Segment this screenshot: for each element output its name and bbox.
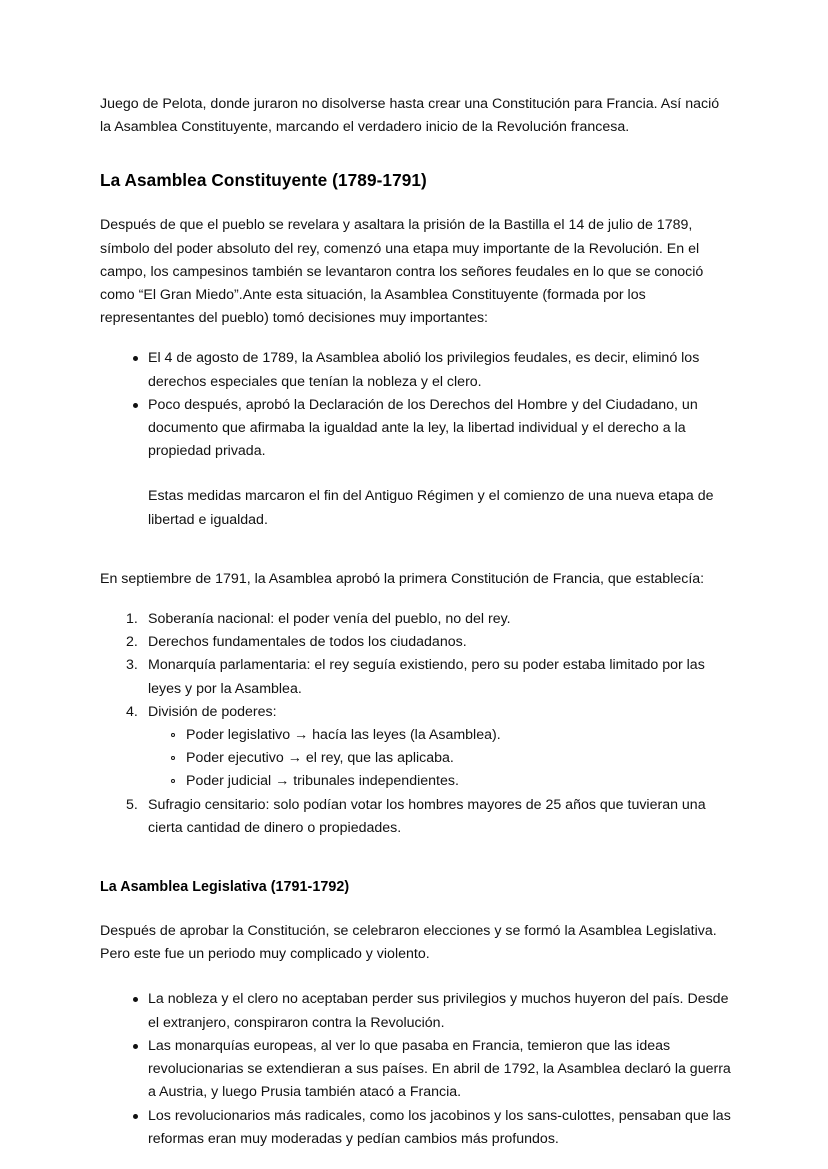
list-item: La nobleza y el clero no aceptaban perder sus privilegios y muchos huyeron del país. Desde el extranjero, conspiraron contra la Revolución. xyxy=(148,988,732,1034)
intro-paragraph: Juego de Pelota, donde juraron no disolverse hasta crear una Constitución para Francia. Así nació la Asamblea Constituyente, marcando el verdadero inicio de la Revolución francesa. xyxy=(100,96,720,136)
list-item-label: División de poderes: xyxy=(148,703,277,720)
list-item: Poder judicial → tribunales independientes. xyxy=(186,770,732,793)
spacer xyxy=(100,966,732,988)
list-item: Sufragio censitario: solo podían votar los hombres mayores de 25 años que tuvieran una cierta cantidad de dinero o propiedades. xyxy=(148,796,706,836)
document-body xyxy=(100,93,732,1151)
spacer xyxy=(100,330,732,347)
section-heading-constituyente: La Asamblea Constituyente (1789-1791) xyxy=(100,170,427,191)
list-item: Derechos fundamentales de todos los ciudadanos. xyxy=(148,634,467,651)
spacer xyxy=(100,192,732,214)
list-item: Las monarquías europeas, al ver lo que pasaba en Francia, temieron que las ideas revolucionarias se extendieran a sus países. En abril de 1792, la Asamblea declaró la guerra a Austria, y luego Prusia también atacó a Francia. xyxy=(148,1035,732,1105)
powers-sublist xyxy=(148,724,732,794)
list-item: Los revolucionarios más radicales, como los jacobinos y los sans-culottes, pensaban que las reformas eran muy moderadas y pedían cambios más profundos. xyxy=(148,1105,732,1151)
spacer xyxy=(100,463,732,485)
list-item: Poder legislativo → hacía las leyes (la Asamblea). xyxy=(186,724,732,747)
list-item: Poder ejecutivo → el rey, que las aplicaba. xyxy=(186,747,732,770)
constitution-intro-paragraph: En septiembre de 1791, la Asamblea aprobó la primera Constitución de Francia, que establecía: xyxy=(100,570,705,587)
constitution-numbered-list xyxy=(100,608,732,840)
section-one-closing-note: Estas medidas marcaron el fin del Antiguo Régimen y el comienzo de una nueva etapa de libertad e igualdad. xyxy=(148,488,714,528)
section-heading-legislativa: La Asamblea Legislativa (1791-1792) xyxy=(100,879,350,896)
section-one-bullet-list xyxy=(100,347,732,463)
section-one-paragraph: Después de que el pueblo se revelara y asaltara la prisión de la Bastilla el 14 de julio de 1789, símbolo del poder absoluto del rey, comenzó una etapa muy importante de la Revolución. En el campo, los campesinos también se levantaron contra los señores feudales en lo que se conoció como “El Gran Miedo”.Ante esta situación, la Asamblea Constituyente (formada por los representantes del pueblo) tomó decisiones muy importantes: xyxy=(100,217,704,327)
spacer xyxy=(100,532,732,568)
spacer xyxy=(100,840,732,876)
list-item: Monarquía parlamentaria: el rey seguía existiendo, pero su poder estaba limitado por las leyes y por la Asamblea. xyxy=(148,657,705,697)
list-item xyxy=(148,701,732,794)
spacer xyxy=(100,139,732,169)
section-two-paragraph: Después de aprobar la Constitución, se celebraron elecciones y se formó la Asamblea Legislativa. Pero este fue un periodo muy complicado y violento. xyxy=(100,923,717,963)
list-item: Soberanía nacional: el poder venía del pueblo, no del rey. xyxy=(148,611,511,628)
list-item: Poco después, aprobó la Declaración de los Derechos del Hombre y del Ciudadano, un documento que afirmaba la igualdad ante la ley, la libertad individual y el derecho a la propiedad privada. xyxy=(148,394,732,464)
spacer xyxy=(100,591,732,608)
section-two-bullet-list xyxy=(100,988,732,1150)
spacer xyxy=(100,898,732,920)
list-item: El 4 de agosto de 1789, la Asamblea abolió los privilegios feudales, es decir, eliminó los derechos especiales que tenían la nobleza y el clero. xyxy=(148,347,732,393)
